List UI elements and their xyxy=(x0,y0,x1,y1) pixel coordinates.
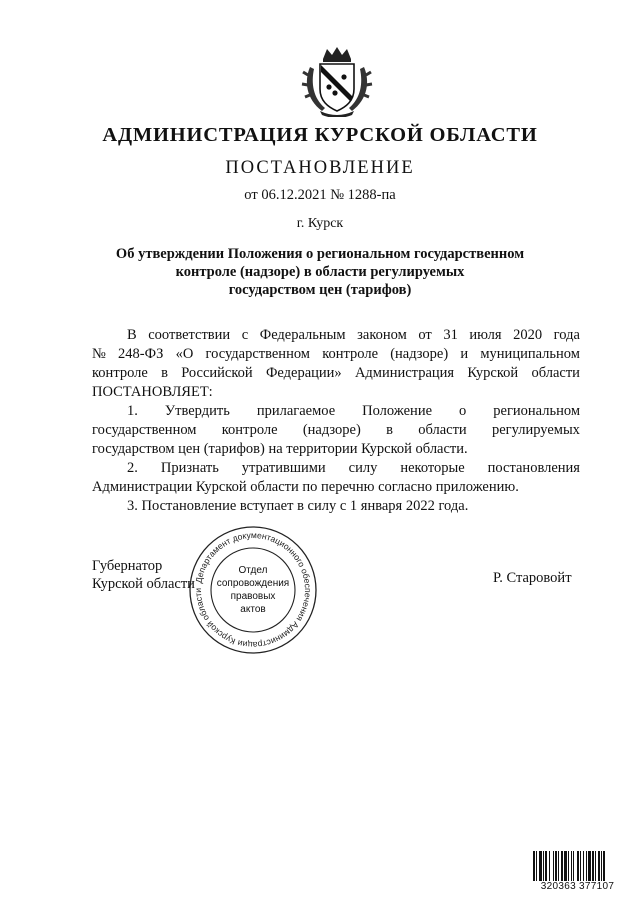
word: (надзоре) xyxy=(390,346,449,362)
barcode-bar xyxy=(539,851,542,881)
barcode-bar xyxy=(571,851,572,881)
word: с xyxy=(241,327,249,343)
word: в xyxy=(161,365,168,381)
body-line xyxy=(92,421,580,439)
barcode-bar xyxy=(583,851,584,881)
body-line xyxy=(127,459,580,477)
word: государственном xyxy=(92,422,197,438)
word: года xyxy=(553,327,580,343)
word: в xyxy=(386,422,393,438)
word: от xyxy=(418,327,432,343)
barcode-bar xyxy=(533,851,535,881)
item3-line: 3. Постановление вступает в силу с 1 января 2022 года. xyxy=(127,498,469,514)
word: государственном xyxy=(205,346,310,362)
barcode-bar xyxy=(536,851,537,881)
word: № xyxy=(92,346,106,362)
signatory-region: Курской области xyxy=(92,576,195,592)
body-line xyxy=(92,345,580,363)
organization-title: АДМИНИСТРАЦИЯ КУРСКОЙ ОБЛАСТИ xyxy=(102,124,538,146)
word: 2020 xyxy=(513,327,543,343)
body-line xyxy=(127,326,580,344)
signatory-position: Губернатор xyxy=(92,558,163,574)
barcode-bar xyxy=(577,851,579,881)
barcode-bar xyxy=(586,851,587,881)
barcode-bar xyxy=(561,851,563,881)
document-title-line: Об утверждении Положения о региональном государственном xyxy=(115,246,525,262)
item2-line-2: Администрации Курской области по перечню согласно приложению. xyxy=(92,479,519,495)
barcode-bar xyxy=(573,851,574,881)
document-type: ПОСТАНОВЛЕНИЕ xyxy=(225,158,415,178)
preamble-line-4: ПОСТАНОВЛЯЕТ: xyxy=(92,384,213,400)
item1-line-3: государством цен (тарифов) на территории Курской области. xyxy=(92,441,468,457)
word: области xyxy=(418,422,467,438)
barcode-bar xyxy=(549,851,550,881)
barcode-bar xyxy=(592,851,594,881)
word: и xyxy=(460,346,469,362)
word: силу xyxy=(348,460,378,476)
word: регулируемых xyxy=(491,422,580,438)
body-line xyxy=(127,402,580,420)
word: контроле xyxy=(92,365,148,381)
word: Федеральным xyxy=(259,327,346,343)
barcode-number: 320363 377107 xyxy=(540,881,615,892)
barcode-bar xyxy=(568,851,569,881)
stamp-ring-text: Департамент документационного обеспечения Администрации Курской области xyxy=(192,529,314,651)
barcode xyxy=(533,851,622,881)
coat-of-arms-icon xyxy=(300,45,374,117)
stamp-center-line: актов xyxy=(240,604,266,615)
word: прилагаемое xyxy=(256,403,336,419)
word: 31 xyxy=(443,327,458,343)
barcode-bar xyxy=(588,851,591,881)
barcode-bar xyxy=(545,851,547,881)
barcode-bar xyxy=(564,851,567,881)
body-line xyxy=(92,364,580,382)
word: муниципальном xyxy=(480,346,580,362)
barcode-bar xyxy=(595,851,596,881)
word: июля xyxy=(469,327,502,343)
word: (надзоре) xyxy=(302,422,361,438)
word: Курской xyxy=(467,365,519,381)
stamp-center-line: сопровождения xyxy=(216,578,290,589)
word: Утвердить xyxy=(164,403,230,419)
word: Администрация xyxy=(354,365,455,381)
word: Положение xyxy=(362,403,433,419)
word: соответствии xyxy=(148,327,231,343)
stamp-center-line: правовых xyxy=(230,591,276,602)
word: о xyxy=(459,403,467,419)
barcode-bar xyxy=(558,851,559,881)
barcode-bar xyxy=(601,851,602,881)
word: 1. xyxy=(127,403,138,419)
barcode-bar xyxy=(543,851,544,881)
word: некоторые xyxy=(400,460,465,476)
department-stamp xyxy=(188,525,318,655)
barcode-bar xyxy=(553,851,554,881)
barcode-bar xyxy=(603,851,605,881)
document-title-line: контроле (надзоре) в области регулируемых xyxy=(175,264,465,280)
barcode-bar xyxy=(555,851,557,881)
document-number: от 06.12.2021 № 1288-па xyxy=(244,187,396,203)
stamp-center-line: Отдел xyxy=(238,565,268,576)
word: Признать xyxy=(160,460,219,476)
barcode-bar xyxy=(598,851,600,881)
word: «О xyxy=(175,346,194,362)
word: контроле xyxy=(221,422,278,438)
word: Федерации» xyxy=(265,365,342,381)
word: контроле xyxy=(322,346,378,362)
word: 248-ФЗ xyxy=(118,346,164,362)
word: В xyxy=(127,327,137,343)
word: постановления xyxy=(487,460,580,476)
signatory-name: Р. Старовойт xyxy=(493,570,572,586)
barcode-bar xyxy=(580,851,581,881)
word: области xyxy=(531,365,580,381)
word: региональном xyxy=(493,403,580,419)
word: утратившими xyxy=(241,460,326,476)
word: Российской xyxy=(181,365,253,381)
word: 2. xyxy=(127,460,138,476)
document-title-line: государством цен (тарифов) xyxy=(228,282,412,298)
city: г. Курск xyxy=(296,216,344,231)
word: законом xyxy=(357,327,407,343)
